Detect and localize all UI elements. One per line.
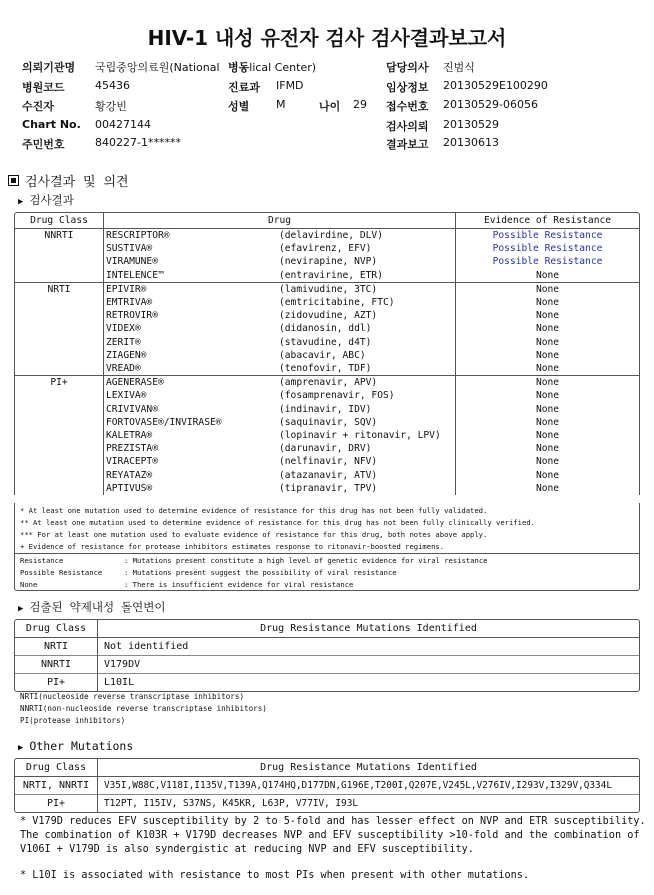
table-row	[15, 229, 639, 243]
table-row	[15, 482, 639, 495]
col-drug-class: Drug Class	[15, 620, 98, 638]
dept-label: 진료과	[228, 81, 260, 94]
drug-generic-cell: (tipranavir, TPV)	[279, 482, 378, 494]
sex-value: M	[276, 98, 286, 111]
mutation-cell: Not identified	[98, 638, 640, 656]
drug-class-cell: PI+	[15, 795, 98, 813]
rrn-label: 주민번호	[22, 138, 65, 151]
evidence-cell: None	[456, 389, 640, 402]
doctor-label: 담당의사	[386, 61, 429, 74]
receipt-value: 20130529-06056	[443, 98, 538, 111]
abbreviation-line: PI(protease inhibitors)	[20, 716, 126, 725]
table-row	[15, 255, 639, 268]
mutation-cell: L10IL	[98, 674, 640, 692]
drug-class-cell: PI+	[15, 674, 98, 692]
drug-brand-cell: ZIAGEN®	[106, 349, 147, 361]
drug-brand-cell: RESCRIPTOR®	[106, 230, 170, 241]
other-table-frame	[14, 758, 640, 813]
note-line: * At least one mutation used to determine evidence of resistance for this drug has not been fully validated.	[20, 506, 488, 515]
drug-class-cell: NNRTI	[15, 229, 104, 283]
table-row	[15, 309, 639, 322]
evidence-cell: Possible Resistance	[456, 255, 640, 268]
drug-brand-cell: INTELENCE™	[106, 269, 164, 281]
drug-brand-cell: FORTOVASE®/INVIRASE®	[106, 416, 222, 428]
drug-brand-cell: SUSTIVA®	[106, 243, 153, 255]
doctor-value: 진범식	[443, 61, 475, 74]
receipt-label: 접수번호	[386, 100, 429, 113]
drug-generic-cell: (emtricitabine, FTC)	[279, 297, 395, 309]
mutation-table	[15, 620, 639, 691]
triangle-bullet-icon: ▶	[18, 743, 24, 753]
request-value: 20130529	[443, 118, 499, 131]
table-row	[15, 416, 639, 429]
drug-class-cell: PI+	[15, 376, 104, 495]
clinical-label: 임상정보	[386, 81, 429, 94]
table-row	[15, 269, 639, 283]
evidence-cell: None	[456, 336, 640, 349]
table-row	[15, 469, 639, 482]
definition-row: Resistance : Mutations present constitute a high level of genetic evidence for viral resistance	[20, 556, 488, 565]
evidence-cell: None	[456, 455, 640, 468]
drug-generic-cell: (nelfinavir, NFV)	[279, 456, 378, 468]
square-bullet-icon	[8, 175, 19, 186]
report-label: 결과보고	[386, 138, 429, 151]
note-line: ** At least one mutation used to determine evidence of resistance for this drug has not been fully clinically verified.	[20, 518, 535, 527]
evidence-cell: Possible Resistance	[456, 229, 640, 243]
drug-generic-cell: (entravirine, ETR)	[279, 269, 383, 281]
drug-brand-cell: VREAD®	[106, 363, 141, 375]
other-heading: ▶ Other Mutations	[18, 739, 134, 753]
definition-row: Possible Resistance : Mutations present suggest the possibility of viral resistance	[20, 568, 397, 577]
definition-row: None : There is insufficient evidence for viral resistance	[20, 580, 354, 589]
table-row	[15, 795, 639, 813]
mutation-cell: T12PT, I15IV, S37NS, K45KR, L63P, V77IV, I93L	[98, 795, 640, 813]
evidence-cell: None	[456, 442, 640, 455]
triangle-bullet-icon: ▶	[18, 604, 24, 614]
table-row	[15, 777, 639, 795]
drug-generic-cell: (saquinavir, SQV)	[279, 416, 378, 428]
hospital-code-label: 병원코드	[22, 81, 65, 94]
drug-generic-cell: (nevirapine, NVP)	[279, 256, 378, 268]
evidence-cell: None	[456, 269, 640, 283]
resistance-table-header	[15, 213, 639, 229]
report-value: 20130613	[443, 136, 499, 149]
table-row	[15, 656, 639, 674]
notes-box	[14, 503, 640, 591]
evidence-cell: None	[456, 309, 640, 322]
drug-brand-cell: APTIVUS®	[106, 482, 153, 494]
clinical-value: 20130529E100290	[443, 79, 548, 92]
footnote-line: V106I + V179D is also syndergistic at reducing NVP and EFV susceptibility.	[20, 844, 474, 855]
section-title: 검사결과 및 의견	[8, 171, 129, 190]
table-row	[15, 336, 639, 349]
ward-overlap: 병동lical Center)	[228, 61, 317, 74]
drug-class-cell: NRTI, NNRTI	[15, 777, 98, 795]
abbreviation-line: NNRTI(non-nucleoside reverse transcriptase inhibitors)	[20, 704, 267, 713]
chart-label: Chart No.	[22, 118, 81, 131]
triangle-bullet-icon: ▶	[18, 197, 24, 207]
table-row	[15, 322, 639, 335]
table-row	[15, 403, 639, 416]
col-drug-class: Drug Class	[15, 213, 104, 229]
evidence-cell: None	[456, 282, 640, 296]
age-value: 29	[353, 98, 367, 111]
drug-brand-cell: VIDEX®	[106, 323, 141, 335]
patient-value: 황강빈	[95, 100, 127, 113]
col-drug: Drug	[104, 213, 456, 229]
table-row	[15, 638, 639, 656]
report-title: HIV-1 내성 유전자 검사 검사결과보고서	[147, 26, 507, 50]
patient-label: 수진자	[22, 100, 54, 113]
evidence-cell: None	[456, 349, 640, 362]
sex-label: 성별	[228, 100, 250, 113]
col-mutations: Drug Resistance Mutations Identified	[98, 620, 640, 638]
evidence-cell: None	[456, 362, 640, 376]
hospital-code-value: 45436	[95, 79, 130, 92]
table-row	[15, 282, 639, 296]
evidence-cell: None	[456, 296, 640, 309]
drug-generic-cell: (didanosin, ddl)	[279, 323, 372, 335]
resistance-table	[15, 213, 639, 495]
drug-brand-cell: VIRACEPT®	[106, 456, 158, 468]
requester-value: 국립중앙의료원(National	[95, 61, 220, 74]
evidence-cell: None	[456, 482, 640, 495]
table-row	[15, 674, 639, 692]
abbreviation-line: NRTI(nucleoside reverse transcriptase inhibitors)	[20, 692, 245, 701]
drug-brand-cell: REYATAZ®	[106, 469, 153, 481]
note-line: + Evidence of resistance for protease inhibitors estimates response to ritonavir-boosted regimens.	[20, 542, 445, 551]
table-row	[15, 362, 639, 376]
footnote-line: The combination of K103R + V179D decreases NVP and EFV susceptibility >10-fold and the combination of	[20, 830, 640, 841]
drug-generic-cell: (abacavir, ABC)	[279, 349, 366, 361]
evidence-cell: None	[456, 429, 640, 442]
drug-class-cell: NRTI	[15, 282, 104, 375]
table-row	[15, 442, 639, 455]
evidence-cell: None	[456, 403, 640, 416]
drug-generic-cell: (lopinavir + ritonavir, LPV)	[279, 430, 441, 442]
other-mutation-table	[15, 759, 639, 812]
drug-brand-cell: AGENERASE®	[104, 376, 280, 390]
drug-brand-cell: CRIVIVAN®	[106, 403, 158, 415]
table-row	[15, 429, 639, 442]
drug-generic-cell: (zidovudine, AZT)	[279, 310, 378, 322]
dept-value: IFMD	[276, 79, 304, 92]
drug-generic-cell: (stavudine, d4T)	[279, 336, 372, 348]
table-row	[15, 376, 639, 390]
drug-generic-cell: (atazanavir, ATV)	[279, 469, 378, 481]
drug-class-cell: NNRTI	[15, 656, 98, 674]
rrn-value: 840227-1******	[95, 136, 181, 149]
drug-brand-cell: RETROVIR®	[106, 310, 158, 322]
table-row	[15, 389, 639, 402]
notes-divider	[15, 553, 639, 554]
evidence-cell: None	[456, 416, 640, 429]
requester-label: 의뢰기관명	[22, 61, 76, 74]
footnote-line: * V179D reduces EFV susceptibility by 2 to 5-fold and has lesser effect on NVP and ETR susceptibility.	[20, 816, 646, 827]
col-evidence: Evidence of Resistance	[456, 213, 640, 229]
mutation-cell: V179DV	[98, 656, 640, 674]
mutation-cell: V35I,W88C,V118I,I135V,T139A,Q174HQ,D177DN,G196E,T200I,Q207E,V245L,V276IV,I293V,I329V,Q334L	[98, 777, 640, 795]
drug-brand-cell: LEXIVA®	[106, 390, 147, 402]
evidence-cell: None	[456, 469, 640, 482]
chart-value: 00427144	[95, 118, 151, 131]
table-row	[15, 242, 639, 255]
drug-generic-cell: (indinavir, IDV)	[279, 403, 372, 415]
drug-brand-cell: EMTRIVA®	[106, 297, 153, 309]
drug-generic-cell: (fosamprenavir, FOS)	[279, 390, 395, 402]
note-line: *** For at least one mutation used to evaluate evidence of resistance for this drug, both notes above apply.	[20, 530, 488, 539]
drug-brand-cell: KALETRA®	[106, 430, 153, 442]
drug-generic-cell: (delavirdine, DLV)	[279, 230, 383, 241]
drug-generic-cell: (tenofovir, TDF)	[279, 363, 372, 375]
detected-heading: ▶ 검출된 약제내성 돌연변이	[18, 600, 166, 614]
col-drug-class: Drug Class	[15, 759, 98, 777]
mutation-table-header	[15, 620, 639, 638]
table-row	[15, 455, 639, 468]
drug-generic-cell: (darunavir, DRV)	[279, 443, 372, 455]
mutation-table-frame	[14, 619, 640, 692]
drug-brand-cell: PREZISTA®	[106, 443, 158, 455]
drug-generic-cell: (amprenavir, APV)	[279, 376, 456, 390]
col-mutations: Drug Resistance Mutations Identified	[98, 759, 640, 777]
evidence-cell: None	[456, 376, 640, 390]
request-label: 검사의뢰	[386, 120, 429, 133]
drug-brand-cell: ZERIT®	[106, 336, 141, 348]
table-row	[15, 296, 639, 309]
drug-generic-cell: (efavirenz, EFV)	[279, 243, 372, 255]
table-row	[15, 349, 639, 362]
resistance-table-frame	[14, 212, 640, 495]
drug-brand-cell: EPIVIR®	[104, 282, 280, 296]
other-table-header	[15, 759, 639, 777]
drug-brand-cell: VIRAMUNE®	[106, 256, 158, 268]
drug-generic-cell: (lamivudine, 3TC)	[279, 282, 456, 296]
drug-class-cell: NRTI	[15, 638, 98, 656]
footnote-l10i: * L10I is associated with resistance to most PIs when present with other mutations.	[20, 870, 530, 881]
evidence-cell: Possible Resistance	[456, 242, 640, 255]
evidence-cell: None	[456, 322, 640, 335]
age-label: 나이	[319, 100, 341, 113]
results-heading: ▶ 검사결과	[18, 193, 74, 207]
